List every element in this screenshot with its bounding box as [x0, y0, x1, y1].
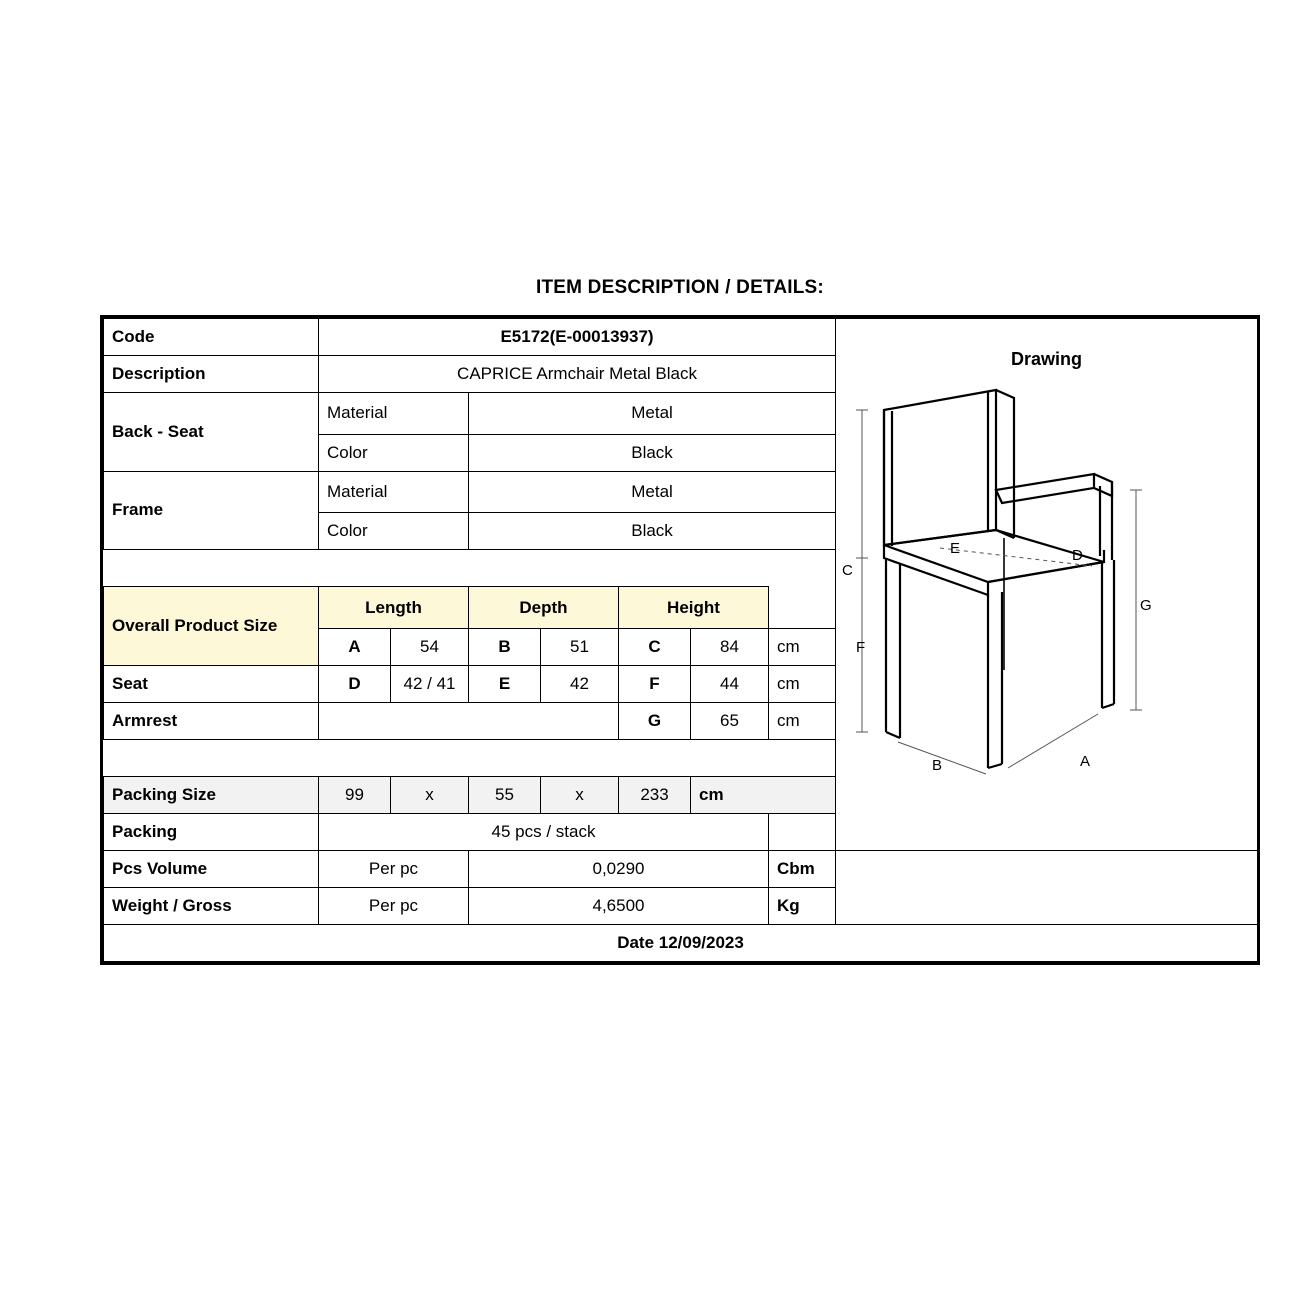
seat-length-value: 42 / 41 [391, 666, 469, 703]
armrest-height-value: 65 [691, 703, 769, 740]
page-title: ITEM DESCRIPTION / DETAILS: [536, 277, 824, 298]
dimension-label-f: F [856, 639, 866, 656]
dimension-label-b: B [932, 757, 943, 774]
armrest-height-key: G [619, 703, 691, 740]
armrest-empty [319, 703, 619, 740]
depth-header: Depth [469, 587, 619, 629]
overall-size-label: Overall Product Size [104, 587, 319, 666]
packing-size-height: 233 [619, 777, 691, 814]
drawing-panel [836, 319, 1258, 851]
height-header: Height [619, 587, 769, 629]
pcs-volume-value: 0,0290 [469, 851, 769, 888]
packing-size-width: 55 [469, 777, 541, 814]
description-label: Description [104, 356, 319, 393]
packing-size-length: 99 [319, 777, 391, 814]
armrest-label: Armrest [104, 703, 319, 740]
weight-per: Per pc [319, 888, 469, 925]
length-header: Length [319, 587, 469, 629]
seat-label: Seat [104, 666, 319, 703]
seat-depth-key: E [469, 666, 541, 703]
frame-color-value: Black [469, 513, 836, 550]
pcs-volume-unit: Cbm [769, 851, 836, 888]
packing-label: Packing [104, 814, 319, 851]
back-seat-material-label: Material [319, 393, 469, 435]
overall-length-value: 54 [391, 629, 469, 666]
weight-unit: Kg [769, 888, 836, 925]
seat-height-key: F [619, 666, 691, 703]
pcs-volume-label: Pcs Volume [104, 851, 319, 888]
overall-height-value: 84 [691, 629, 769, 666]
seat-length-key: D [319, 666, 391, 703]
overall-depth-key: B [469, 629, 541, 666]
seat-depth-value: 42 [541, 666, 619, 703]
packing-size-label: Packing Size [104, 777, 319, 814]
armrest-unit: cm [769, 703, 836, 740]
seat-unit: cm [769, 666, 836, 703]
drawing-title: Drawing [1011, 349, 1083, 369]
dimension-label-e: E [950, 540, 961, 557]
frame-label: Frame [104, 471, 319, 550]
overall-height-key: C [619, 629, 691, 666]
packing-size-unit: cm [691, 777, 836, 814]
back-seat-color-label: Color [319, 434, 469, 471]
table-row [104, 888, 1258, 925]
packing-size-x2: x [541, 777, 619, 814]
back-seat-material-value: Metal [469, 393, 836, 435]
code-label: Code [104, 319, 319, 356]
spec-table [103, 318, 1258, 962]
dimension-label-g: G [1140, 597, 1152, 614]
back-seat-color-value: Black [469, 434, 836, 471]
weight-value: 4,6500 [469, 888, 769, 925]
dimension-label-a: A [1080, 753, 1091, 770]
frame-material-value: Metal [469, 471, 836, 513]
description-value: CAPRICE Armchair Metal Black [319, 356, 836, 393]
date-row [104, 925, 1258, 962]
table-row [104, 319, 1258, 356]
spec-table-container [100, 315, 1260, 965]
back-seat-label: Back - Seat [104, 393, 319, 472]
chair-drawing-svg [836, 370, 1256, 850]
chair-drawing [836, 370, 1257, 850]
date-value: Date 12/09/2023 [104, 925, 1258, 962]
overall-unit: cm [769, 629, 836, 666]
seat-height-value: 44 [691, 666, 769, 703]
table-row [104, 851, 1258, 888]
frame-color-label: Color [319, 513, 469, 550]
overall-length-key: A [319, 629, 391, 666]
header-unit-empty [769, 587, 836, 629]
packing-size-x1: x [391, 777, 469, 814]
pcs-volume-per: Per pc [319, 851, 469, 888]
dimension-label-c: C [842, 562, 853, 579]
packing-unit-empty [769, 814, 836, 851]
overall-depth-value: 51 [541, 629, 619, 666]
packing-value: 45 pcs / stack [319, 814, 769, 851]
dimension-label-d: D [1072, 547, 1083, 564]
frame-material-label: Material [319, 471, 469, 513]
code-value: E5172(E-00013937) [319, 319, 836, 356]
weight-label: Weight / Gross [104, 888, 319, 925]
